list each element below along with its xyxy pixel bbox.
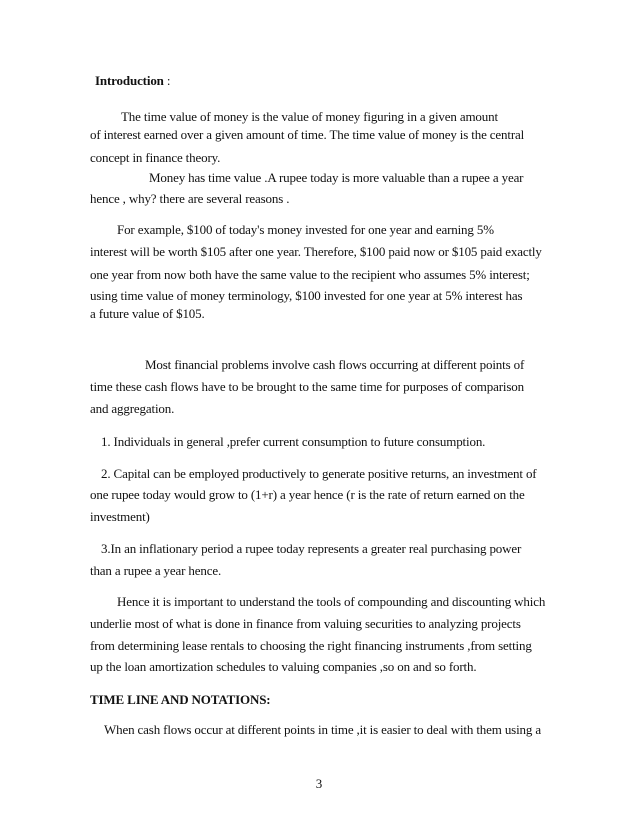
body-line: Hence it is important to understand the tools of compounding and discounting which bbox=[117, 594, 546, 609]
body-line: using time value of money terminology, $100 invested for one year at 5% interest has bbox=[90, 288, 523, 303]
intro-heading: Introduction bbox=[95, 73, 164, 88]
body-line: hence , why? there are several reasons . bbox=[90, 191, 290, 206]
body-line: than a rupee a year hence. bbox=[90, 563, 222, 578]
body-line: from determining lease rentals to choosing the right financing instruments ,from setting bbox=[90, 638, 532, 653]
body-line: of interest earned over a given amount of time. The time value of money is the central bbox=[90, 127, 525, 142]
page-number: 3 bbox=[315, 776, 323, 791]
body-line: underlie most of what is done in finance from valuing securities to analyzing projects bbox=[90, 616, 521, 631]
body-line: Money has time value .A rupee today is more valuable than a rupee a year bbox=[149, 170, 524, 185]
section-heading: TIME LINE AND NOTATIONS: bbox=[90, 692, 271, 707]
body-line: The time value of money is the value of money figuring in a given amount bbox=[121, 109, 498, 124]
body-line: a future value of $105. bbox=[90, 306, 205, 321]
body-line: When cash flows occur at different points in time ,it is easier to deal with them using a bbox=[104, 722, 541, 737]
body-line: up the loan amortization schedules to valuing companies ,so on and so forth. bbox=[90, 659, 477, 674]
body-line: For example, $100 of today's money invested for one year and earning 5% bbox=[117, 222, 494, 237]
body-line: one rupee today would grow to (1+r) a year hence (r is the rate of return earned on the bbox=[90, 487, 525, 502]
body-line: concept in finance theory. bbox=[90, 150, 221, 165]
body-line: interest will be worth $105 after one year. Therefore, $100 paid now or $105 paid exactly bbox=[90, 244, 542, 259]
body-line: one year from now both have the same value to the recipient who assumes 5% interest; bbox=[90, 267, 530, 282]
body-line: Most financial problems involve cash flows occurring at different points of bbox=[145, 357, 525, 372]
list-item: 1. Individuals in general ,prefer current consumption to future consumption. bbox=[101, 434, 486, 449]
body-line: time these cash flows have to be brought to the same time for purposes of comparison bbox=[90, 379, 524, 394]
body-line: and aggregation. bbox=[90, 401, 175, 416]
intro-heading-line bbox=[95, 73, 170, 89]
intro-colon: : bbox=[163, 73, 171, 88]
list-item: 2. Capital can be employed productively to generate positive returns, an investment of bbox=[101, 466, 537, 481]
list-item: 3.In an inflationary period a rupee today represents a greater real purchasing power bbox=[101, 541, 522, 556]
body-line: investment) bbox=[90, 509, 150, 524]
